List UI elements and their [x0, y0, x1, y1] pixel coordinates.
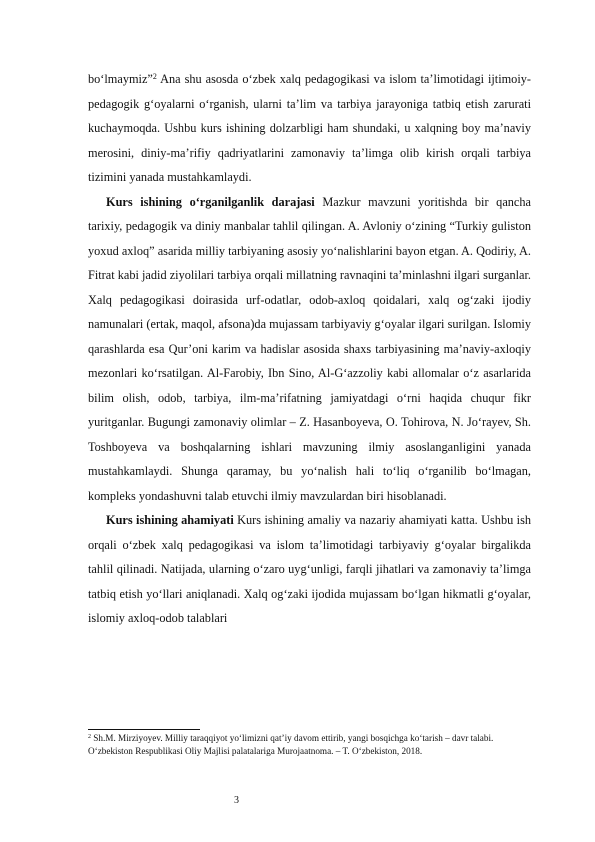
paragraph-text: Mazkur mavzuni yoritishda bir qancha tarixiy, pedagogik va diniy manbalar tahlil qilingan. A. Avloniy o‘zining “Turkiy guliston yoxud axloq” asarida milliy tarbiyaning asosiy yo‘nalishlarini bayon etgan. A. Qodiriy, A. Fitrat kabi jadid ziyolilari tarbiya orqali millatning ravnaqini ta’minlashni ilgari surganlar. Xalq pedagogikasi doirasida urf-odatlar, odob-axloq qoidalari, xalq og‘zaki ijodiy namunalari (ertak, maqol, afsona)da mujassam tarbiyaviy g‘oyalar ilgari surilgan. Islomiy qarashlarda esa Qur’oni karim va hadislar asosida shaxs tarbiyasining ma’naviy-axloqiy mezonlari ko‘rsatilgan. Al-Farobiy, Ibn Sino, Al-G‘azzoliy kabi allomalar o‘z asarlarida bilim olish, odob, tarbiya, ilm-ma’rifatning jamiyatdagi o‘rni haqida chuqur fikr yuritganlar. Bugungi zamonaviy olimlar – Z. Hasanboyeva, O. Tohirova, N. Jo‘rayev, Sh. Toshboyeva va boshqalarning ishlari mavzuning ilmiy asoslanganligini yanada mustahkamlaydi. Shunga qaramay, bu yo‘nalish hali to‘liq o‘rganilib bo‘lmagan, kompleks yondashuvni talab etuvchi ilmiy mavzulardan biri hisoblanadi.: [88, 194, 531, 503]
quote-end: bo‘lmaymiz”: [88, 72, 153, 86]
footnote-text: Sh.M. Mirziyoyev. Milliy taraqqiyot yo‘limizni qat’iy davom ettirib, yangi bosqichga ko‘tarish – davr talabi. O‘zbekiston Respublikasi Oliy Majlisi palatalariga Murojaatnoma. – T. O‘zbekiston, 2018.: [88, 733, 494, 756]
paragraph-continuation: [88, 67, 531, 190]
paragraph-study-level: [88, 190, 531, 509]
section-heading-study-level: Kurs ishining o‘rganilganlik darajasi: [106, 194, 315, 209]
page-number: 3: [234, 795, 239, 806]
paragraph-significance: [88, 508, 531, 631]
section-heading-significance: Kurs ishining ahamiyati: [106, 513, 234, 527]
footnote-separator: [88, 729, 200, 730]
footnote-marker: 2: [88, 734, 91, 740]
paragraph-text: Ana shu asosda o‘zbek xalq pedagogikasi va islom ta’limotidagi ijtimoiy-pedagogik g‘oyalarni o‘rganish, ularni ta’lim va tarbiya jarayoniga tatbiq etish zarurati kuchaymoqda. Ushbu kurs ishining dolzarbligi ham shundaki, u xalqning boy ma’naviy merosini, diniy-ma’rifiy qadriyatlarini zamonaviy ta’limga olib kirish orqali tarbiya tizimini yanada mustahkamlaydi.: [88, 72, 531, 184]
paragraph-text: Kurs ishining amaliy va nazariy ahamiyati katta. Ushbu ish orqali o‘zbek xalq pedagogikasi va islom ta’limotidagi tarbiyaviy g‘oyalar birgalikda tahlil qilinadi. Natijada, ularning o‘zaro uyg‘unligi, farqli jihatlari va zamonaviy ta’limga tatbiq etish yo‘llari aniqlanadi. Xalq og‘zaki ijodida mujassam bo‘lgan hikmatli g‘oyalar, islomiy axloq-odob talablari: [88, 513, 532, 625]
footnote-reference[interactable]: 2: [152, 72, 157, 81]
footnote: [88, 732, 538, 757]
body-text: [88, 67, 531, 631]
